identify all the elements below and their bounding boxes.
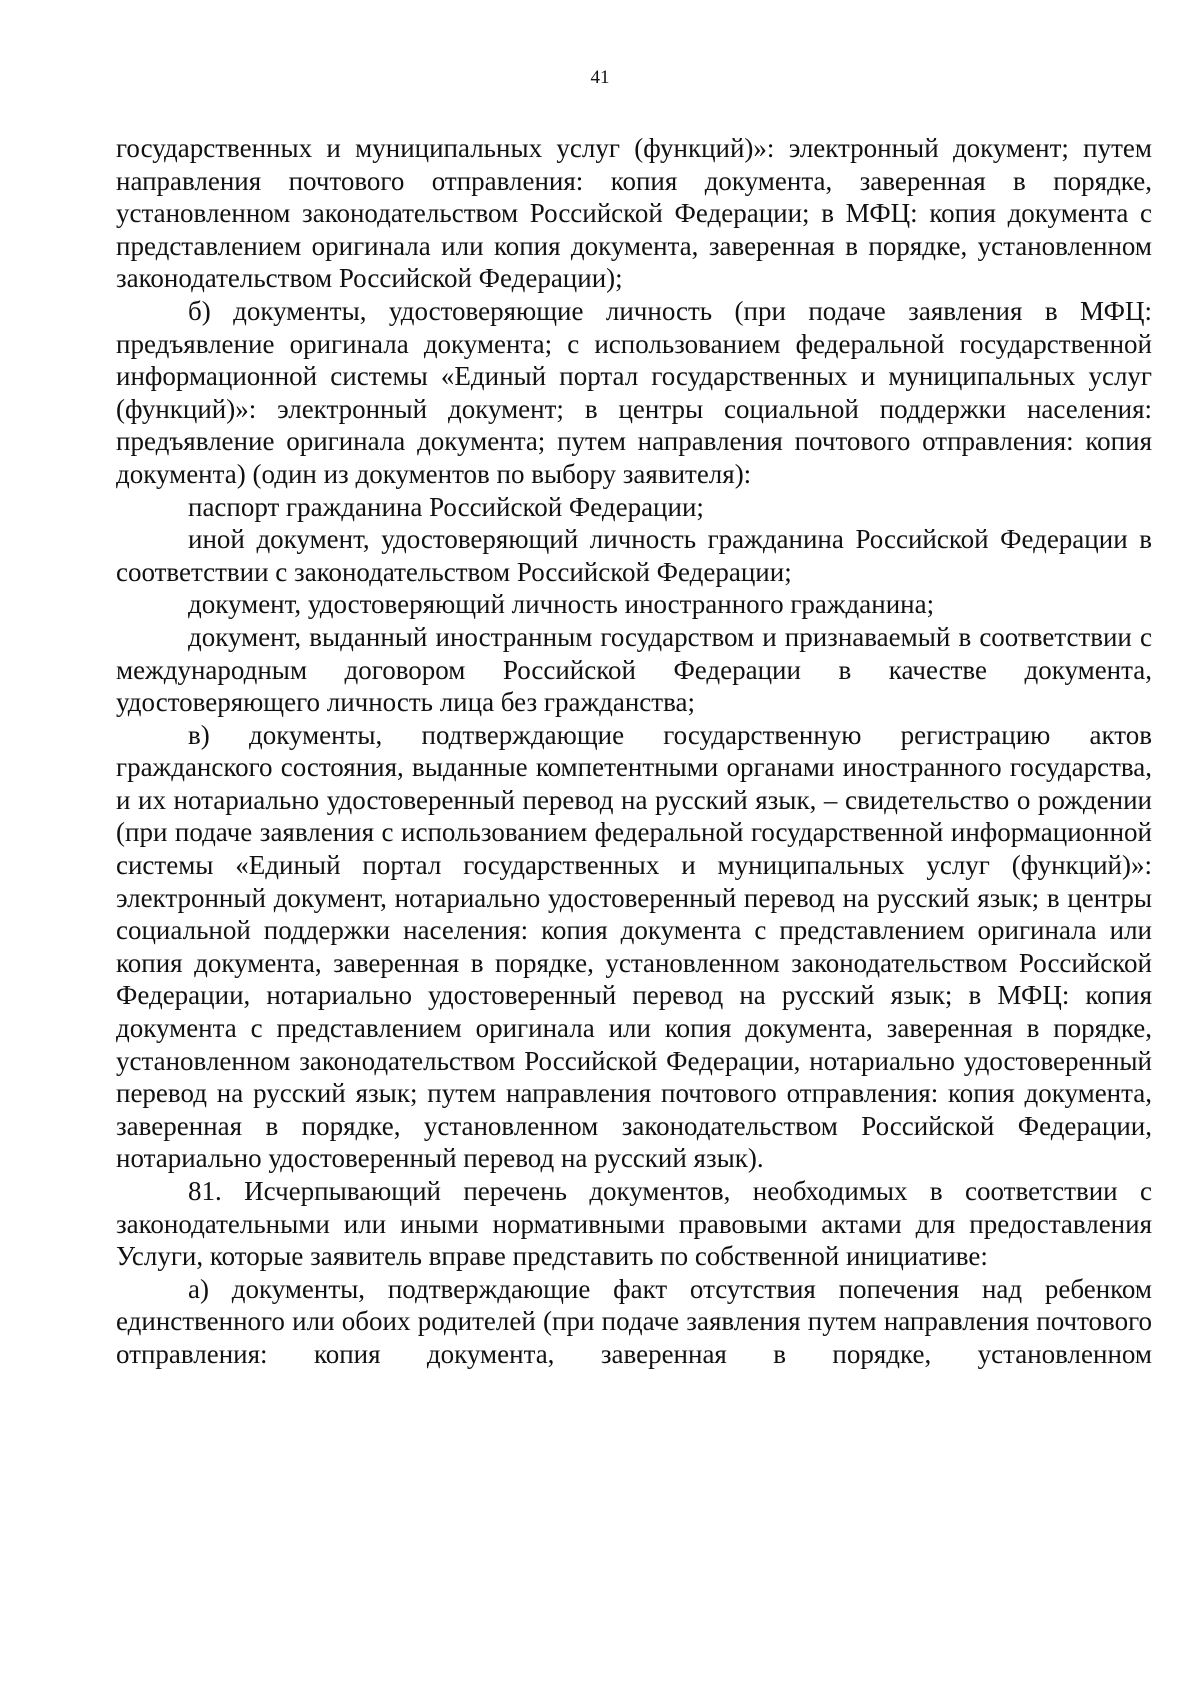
paragraph-passport: паспорт гражданина Российской Федерации; bbox=[188, 491, 704, 522]
paragraph-stateless-document: документ, выданный иностранным государством и признаваемый в соответствии с международным договором Российской Федерации в качестве документа, удостоверяющего личность лица без гражданства; bbox=[116, 621, 1152, 718]
paragraph-item-a: а) документы, подтверждающие факт отсутствия попечения над ребенком единственного или обоих родителей (при подаче заявления путем направления почтового отправления: копия документа, заверенная в порядке, установленном bbox=[116, 1273, 1152, 1369]
paragraph-continuation: государственных и муниципальных услуг (функций)»: электронный документ; путем направления почтового отправления: копия документа, заверенная в порядке, установленном законодательством Российской Федерации; в МФЦ: копия документа с представлением оригинала или копия документа, заверенная в порядке, установленном законодательством Российской Федерации); bbox=[116, 133, 1152, 294]
paragraph-81: 81. Исчерпывающий перечень документов, необходимых в соответствии с законодательными или иными нормативными правовыми актами для предоставления Услуги, которые заявитель вправе представить по собственной инициативе: bbox=[116, 1176, 1152, 1272]
paragraph-other-document: иной документ, удостоверяющий личность гражданина Российской Федерации в соответствии с законодательством Российской Федерации; bbox=[116, 524, 1152, 587]
paragraph-item-b: б) документы, удостоверяющие личность (при подаче заявления в МФЦ: предъявление оригинала документа; с использованием федеральной государственной информационной системы «Единый портал государственных и муниципальных услуг (функций)»: электронный документ; в центры социальной поддержки населения: предъявление оригинала документа; путем направления почтового отправления: копия документа) (один из документов по выбору заявителя): bbox=[116, 295, 1152, 489]
document-body bbox=[116, 132, 1152, 1371]
page-number: 41 bbox=[590, 67, 610, 88]
paragraph-item-v: в) документы, подтверждающие государственную регистрацию актов гражданского состояния, выданные компетентными органами иностранного государства, и их нотариально удостоверенный перевод на русский язык, – свидетельство о рождении (при подаче заявления с использованием федеральной государственной информационной системы «Единый портал государственных и муниципальных услуг (функций)»: электронный документ, нотариально удостоверенный перевод на русский язык; в центры социальной поддержки населения: копия документа с представлением оригинала или копия документа, заверенная в порядке, установленном законодательством Российской Федерации, нотариально удостоверенный перевод на русский язык; в МФЦ: копия документа с представлением оригинала или копия документа, заверенная в порядке, установленном законодательством Российской Федерации, нотариально удостоверенный перевод на русский язык; путем направления почтового отправления: копия документа, заверенная в порядке, установленном законодательством Российской Федерации, нотариально удостоверенный перевод на русский язык). bbox=[116, 719, 1152, 1174]
paragraph-foreign-citizen-document: документ, удостоверяющий личность иностранного гражданина; bbox=[188, 589, 935, 620]
